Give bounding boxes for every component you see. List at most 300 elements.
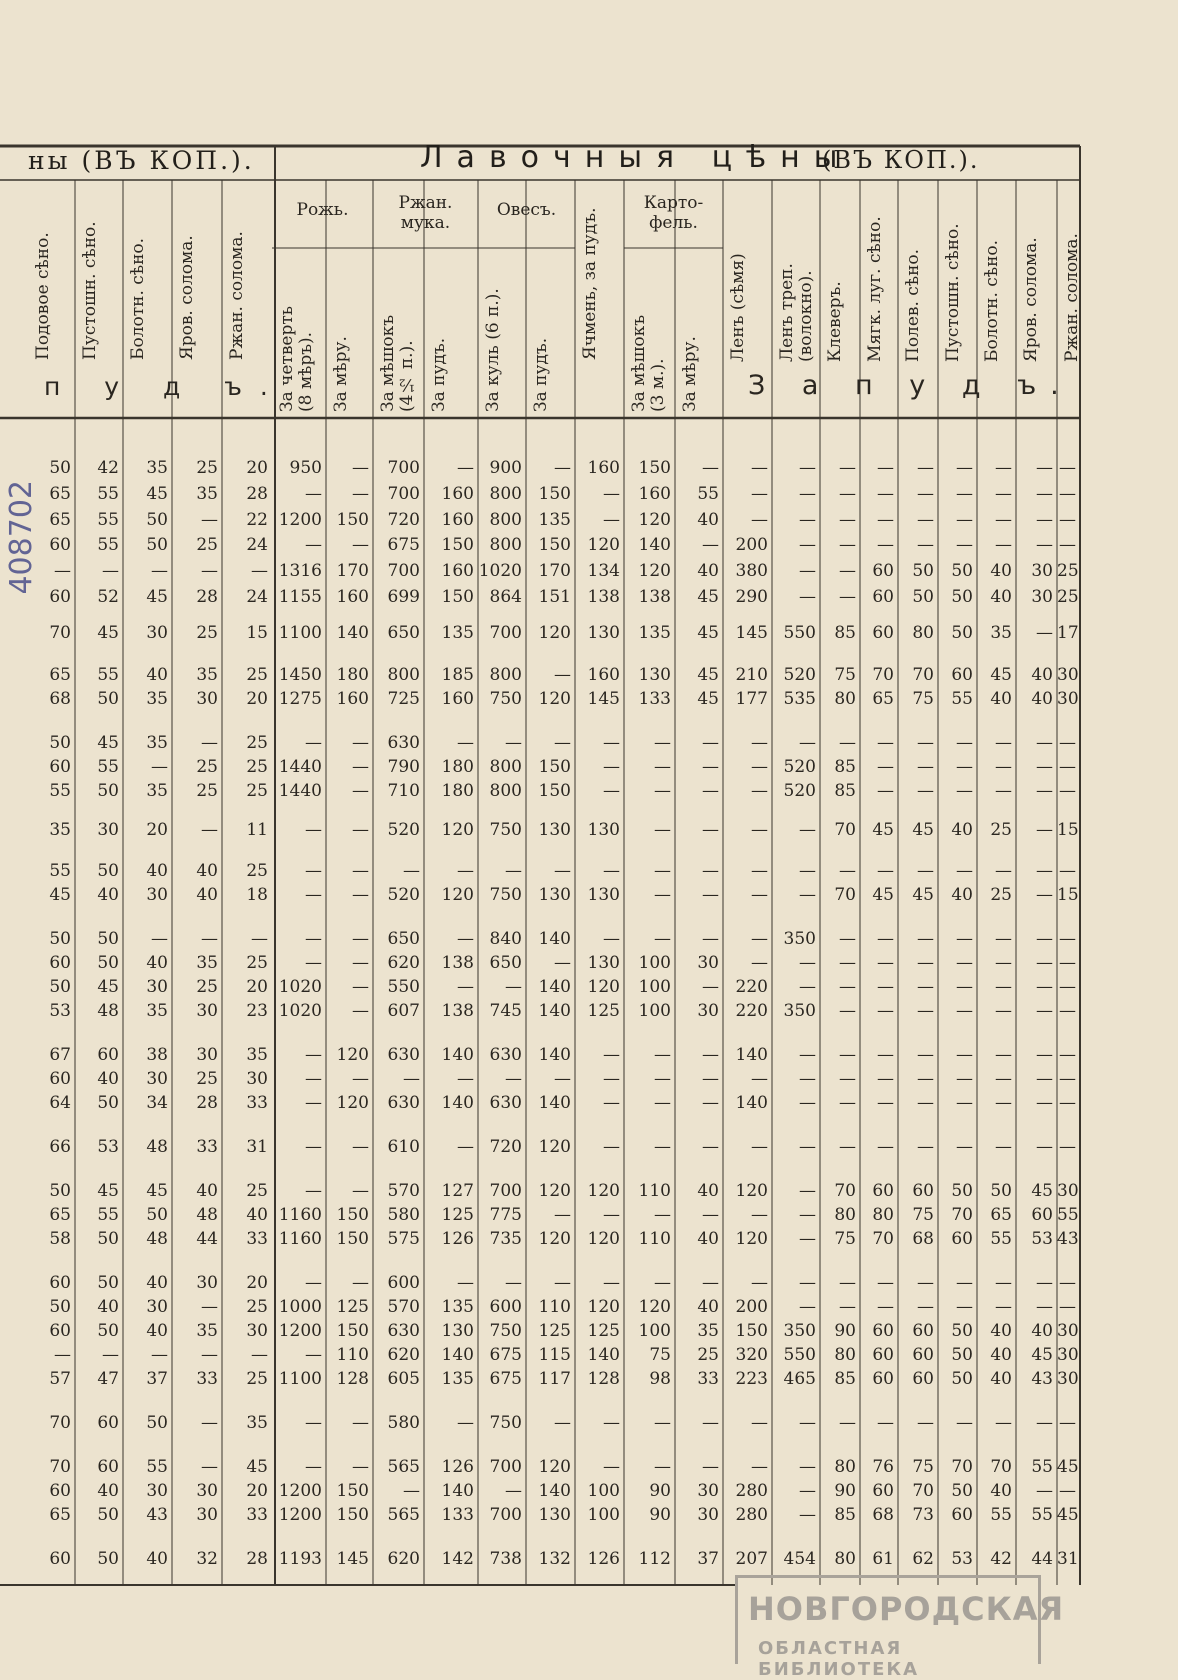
- table-cell: 53: [1031, 1229, 1053, 1249]
- table-cell: —: [403, 861, 420, 881]
- table-cell: —: [654, 929, 671, 949]
- table-cell: 140: [441, 1345, 474, 1365]
- table-cell: —: [839, 510, 856, 530]
- table-cell: 565: [387, 1457, 420, 1477]
- table-cell: 25: [246, 781, 268, 801]
- table-cell: —: [1059, 1481, 1076, 1501]
- table-cell: 45: [912, 885, 934, 905]
- table-cell: —: [956, 733, 973, 753]
- margin-inventory-note: 408702: [4, 480, 39, 595]
- table-cell: 25: [196, 1069, 218, 1089]
- table-cell: —: [1036, 1413, 1053, 1433]
- table-cell: —: [702, 1093, 719, 1113]
- table-cell: —: [751, 1273, 768, 1293]
- table-cell: 100: [638, 953, 671, 973]
- table-cell: 30: [1057, 689, 1079, 709]
- table-cell: 610: [387, 1137, 420, 1157]
- table-cell: 180: [336, 665, 369, 685]
- table-cell: 550: [387, 977, 420, 997]
- table-cell: 30: [1031, 561, 1053, 581]
- table-cell: —: [352, 1273, 369, 1293]
- table-cell: —: [751, 861, 768, 881]
- table-cell: —: [352, 1137, 369, 1157]
- table-cell: —: [352, 1001, 369, 1021]
- table-cell: 45: [97, 1181, 119, 1201]
- table-cell: 520: [387, 885, 420, 905]
- table-cell: —: [751, 929, 768, 949]
- table-cell: 699: [387, 587, 420, 607]
- table-cell: 25: [246, 953, 268, 973]
- table-cell: 50: [49, 733, 71, 753]
- table-cell: 60: [872, 561, 894, 581]
- table-cell: 25: [196, 535, 218, 555]
- table-cell: —: [917, 1069, 934, 1089]
- table-cell: 800: [489, 665, 522, 685]
- table-cell: —: [1059, 861, 1076, 881]
- column-label: Яров. солома.: [1021, 237, 1041, 362]
- table-cell: 50: [951, 1345, 973, 1365]
- table-cell: 140: [538, 1093, 571, 1113]
- table-cell: 25: [697, 1345, 719, 1365]
- table-cell: 33: [697, 1369, 719, 1389]
- table-cell: 44: [1031, 1549, 1053, 1569]
- table-cell: —: [305, 1345, 322, 1365]
- table-cell: 127: [441, 1181, 474, 1201]
- table-cell: —: [995, 1001, 1012, 1021]
- table-cell: 35: [146, 781, 168, 801]
- table-cell: 50: [951, 1181, 973, 1201]
- table-cell: —: [799, 1205, 816, 1225]
- table-cell: 30: [196, 689, 218, 709]
- table-cell: 750: [489, 689, 522, 709]
- table-cell: —: [877, 1413, 894, 1433]
- table-cell: 120: [587, 1297, 620, 1317]
- table-cell: 45: [872, 885, 894, 905]
- column-label: Полев. сѣно.: [903, 248, 923, 362]
- table-cell: —: [839, 458, 856, 478]
- table-cell: 70: [49, 1457, 71, 1477]
- table-cell: 350: [783, 1001, 816, 1021]
- table-cell: —: [956, 1069, 973, 1089]
- table-cell: 133: [638, 689, 671, 709]
- table-cell: 73: [912, 1505, 934, 1525]
- table-cell: —: [305, 535, 322, 555]
- table-cell: 120: [735, 1229, 768, 1249]
- table-cell: —: [799, 1413, 816, 1433]
- table-cell: —: [1059, 977, 1076, 997]
- table-cell: —: [1059, 484, 1076, 504]
- table-cell: 60: [872, 1481, 894, 1501]
- table-cell: 117: [538, 1369, 571, 1389]
- table-cell: 120: [538, 1457, 571, 1477]
- table-cell: 50: [97, 929, 119, 949]
- table-cell: —: [956, 861, 973, 881]
- table-cell: —: [995, 484, 1012, 504]
- table-cell: —: [1059, 1413, 1076, 1433]
- table-cell: —: [956, 1413, 973, 1433]
- table-cell: —: [995, 458, 1012, 478]
- table-cell: —: [877, 929, 894, 949]
- table-cell: —: [839, 1137, 856, 1157]
- table-cell: —: [603, 510, 620, 530]
- table-cell: —: [654, 885, 671, 905]
- table-cell: 45: [146, 484, 168, 504]
- table-cell: —: [877, 1273, 894, 1293]
- table-cell: 170: [336, 561, 369, 581]
- table-cell: 30: [697, 953, 719, 973]
- table-cell: —: [995, 1045, 1012, 1065]
- table-cell: 170: [538, 561, 571, 581]
- table-cell: 37: [697, 1549, 719, 1569]
- table-cell: 160: [587, 665, 620, 685]
- table-cell: 80: [834, 1549, 856, 1569]
- unit-left: п у д ъ.: [44, 372, 286, 401]
- table-cell: 130: [587, 623, 620, 643]
- table-cell: 60: [49, 953, 71, 973]
- table-cell: —: [305, 1045, 322, 1065]
- table-cell: —: [956, 1045, 973, 1065]
- table-cell: 60: [912, 1345, 934, 1365]
- table-cell: 50: [49, 458, 71, 478]
- table-cell: 50: [951, 587, 973, 607]
- column-label: За мѣру.: [680, 336, 700, 412]
- table-cell: —: [554, 733, 571, 753]
- table-cell: —: [799, 535, 816, 555]
- table-cell: 53: [49, 1001, 71, 1021]
- table-cell: —: [403, 1069, 420, 1089]
- table-cell: 76: [872, 1457, 894, 1477]
- table-cell: —: [1036, 733, 1053, 753]
- table-cell: 160: [441, 510, 474, 530]
- table-cell: —: [917, 757, 934, 777]
- table-cell: 35: [196, 1321, 218, 1341]
- table-cell: —: [956, 458, 973, 478]
- column-label: Пустошн. сѣно.: [80, 221, 100, 360]
- table-cell: 61: [872, 1549, 894, 1569]
- table-cell: —: [352, 1181, 369, 1201]
- table-cell: —: [1059, 1069, 1076, 1089]
- table-cell: —: [839, 1069, 856, 1089]
- table-cell: —: [1036, 535, 1053, 555]
- table-cell: 1193: [278, 1549, 322, 1569]
- table-cell: —: [352, 861, 369, 881]
- table-cell: 20: [246, 458, 268, 478]
- table-cell: —: [505, 733, 522, 753]
- table-cell: —: [877, 781, 894, 801]
- table-cell: —: [654, 781, 671, 801]
- table-cell: 55: [1057, 1205, 1079, 1225]
- table-cell: 135: [441, 1297, 474, 1317]
- table-cell: 710: [387, 781, 420, 801]
- table-cell: 30: [196, 1481, 218, 1501]
- table-cell: 140: [538, 929, 571, 949]
- table-cell: 43: [146, 1505, 168, 1525]
- table-cell: —: [1036, 484, 1053, 504]
- table-cell: —: [751, 953, 768, 973]
- table-cell: 160: [336, 689, 369, 709]
- table-cell: —: [917, 1413, 934, 1433]
- table-cell: 128: [336, 1369, 369, 1389]
- table-cell: —: [751, 757, 768, 777]
- table-cell: 126: [587, 1549, 620, 1569]
- table-cell: 40: [97, 885, 119, 905]
- table-cell: 65: [49, 1205, 71, 1225]
- table-cell: 160: [441, 689, 474, 709]
- table-cell: 138: [441, 953, 474, 973]
- table-cell: 48: [146, 1137, 168, 1157]
- table-cell: 60: [49, 1321, 71, 1341]
- table-cell: —: [917, 977, 934, 997]
- table-cell: 30: [97, 820, 119, 840]
- table-cell: 1200: [278, 1481, 322, 1501]
- table-cell: 40: [951, 885, 973, 905]
- table-cell: 120: [638, 561, 671, 581]
- table-cell: 950: [289, 458, 322, 478]
- table-cell: 31: [246, 1137, 268, 1157]
- table-cell: 30: [697, 1481, 719, 1501]
- table-cell: 35: [146, 1001, 168, 1021]
- table-cell: 1100: [278, 1369, 322, 1389]
- table-cell: —: [54, 1345, 71, 1365]
- table-cell: 40: [990, 1369, 1012, 1389]
- column-label: Яров. солома.: [177, 235, 197, 360]
- table-cell: —: [956, 781, 973, 801]
- table-cell: —: [995, 1093, 1012, 1113]
- table-cell: 630: [387, 1093, 420, 1113]
- table-cell: —: [654, 757, 671, 777]
- table-cell: 70: [834, 820, 856, 840]
- table-cell: 33: [246, 1093, 268, 1113]
- table-cell: 38: [146, 1045, 168, 1065]
- column-label: За мѣшокъ (4½ п.).: [378, 314, 417, 412]
- table-cell: 750: [489, 1321, 522, 1341]
- table-cell: 65: [872, 689, 894, 709]
- table-cell: 60: [49, 1069, 71, 1089]
- table-cell: 140: [638, 535, 671, 555]
- table-cell: —: [799, 1481, 816, 1501]
- table-cell: 25: [196, 781, 218, 801]
- table-cell: —: [603, 1205, 620, 1225]
- table-cell: 50: [97, 689, 119, 709]
- table-cell: —: [554, 1205, 571, 1225]
- table-cell: —: [799, 861, 816, 881]
- table-cell: 620: [387, 1549, 420, 1569]
- table-cell: —: [799, 977, 816, 997]
- table-cell: —: [799, 1297, 816, 1317]
- table-cell: 25: [1057, 587, 1079, 607]
- table-cell: —: [352, 885, 369, 905]
- table-cell: 40: [990, 689, 1012, 709]
- table-cell: 1440: [278, 781, 322, 801]
- table-cell: 65: [49, 665, 71, 685]
- table-cell: 100: [638, 977, 671, 997]
- table-cell: —: [251, 561, 268, 581]
- table-cell: 30: [1031, 587, 1053, 607]
- table-cell: 1020: [278, 977, 322, 997]
- table-cell: 130: [538, 820, 571, 840]
- table-cell: —: [799, 1457, 816, 1477]
- table-cell: —: [305, 733, 322, 753]
- table-cell: 50: [912, 587, 934, 607]
- table-cell: 40: [196, 1181, 218, 1201]
- table-cell: 90: [649, 1505, 671, 1525]
- table-cell: 180: [441, 781, 474, 801]
- table-cell: —: [839, 587, 856, 607]
- table-cell: —: [305, 1069, 322, 1089]
- table-cell: —: [457, 733, 474, 753]
- table-cell: 55: [49, 861, 71, 881]
- table-cell: —: [877, 1001, 894, 1021]
- table-cell: 60: [872, 1369, 894, 1389]
- table-cell: 40: [146, 665, 168, 685]
- table-cell: —: [799, 1093, 816, 1113]
- table-cell: 25: [196, 757, 218, 777]
- table-cell: 24: [246, 535, 268, 555]
- table-cell: —: [751, 1137, 768, 1157]
- table-cell: 50: [97, 781, 119, 801]
- table-cell: 45: [97, 977, 119, 997]
- table-cell: —: [654, 1045, 671, 1065]
- right-header-title: Лавочныя цѣны: [420, 140, 852, 175]
- table-cell: 25: [990, 885, 1012, 905]
- table-cell: —: [1059, 1001, 1076, 1021]
- table-cell: 40: [146, 861, 168, 881]
- table-cell: 85: [834, 1369, 856, 1389]
- table-cell: 120: [587, 1229, 620, 1249]
- table-cell: 25: [246, 733, 268, 753]
- table-cell: —: [352, 733, 369, 753]
- table-cell: 675: [489, 1369, 522, 1389]
- table-cell: 140: [441, 1481, 474, 1501]
- table-cell: 1275: [278, 689, 322, 709]
- table-cell: 60: [912, 1181, 934, 1201]
- table-cell: —: [799, 561, 816, 581]
- table-cell: 40: [697, 1297, 719, 1317]
- table-cell: 68: [872, 1505, 894, 1525]
- table-cell: —: [1036, 1273, 1053, 1293]
- table-cell: —: [305, 1457, 322, 1477]
- table-cell: 60: [1031, 1205, 1053, 1225]
- table-cell: 85: [834, 1505, 856, 1525]
- table-cell: 120: [638, 1297, 671, 1317]
- table-cell: —: [839, 1413, 856, 1433]
- table-cell: 120: [538, 1229, 571, 1249]
- table-cell: 90: [834, 1481, 856, 1501]
- table-cell: —: [702, 1205, 719, 1225]
- table-cell: 22: [246, 510, 268, 530]
- table-cell: —: [751, 484, 768, 504]
- table-cell: 120: [441, 820, 474, 840]
- table-cell: —: [505, 1069, 522, 1089]
- table-cell: —: [917, 1045, 934, 1065]
- column-label: За пудъ.: [531, 337, 551, 412]
- table-cell: —: [457, 1413, 474, 1433]
- table-cell: 66: [49, 1137, 71, 1157]
- table-cell: 130: [587, 820, 620, 840]
- table-cell: 160: [587, 458, 620, 478]
- table-cell: 65: [49, 484, 71, 504]
- table-cell: —: [54, 561, 71, 581]
- table-cell: 75: [912, 1457, 934, 1477]
- table-cell: —: [1036, 623, 1053, 643]
- table-cell: 138: [638, 587, 671, 607]
- table-cell: 720: [387, 510, 420, 530]
- table-cell: —: [201, 1413, 218, 1433]
- table-cell: —: [201, 510, 218, 530]
- table-cell: 43: [1057, 1229, 1079, 1249]
- table-cell: 120: [587, 977, 620, 997]
- table-cell: 128: [587, 1369, 620, 1389]
- table-cell: 120: [538, 623, 571, 643]
- column-label: Ржан. солома.: [227, 231, 247, 360]
- table-cell: 60: [97, 1413, 119, 1433]
- table-cell: 150: [441, 535, 474, 555]
- table-cell: 40: [246, 1205, 268, 1225]
- table-cell: 650: [489, 953, 522, 973]
- table-cell: 130: [587, 953, 620, 973]
- table-cell: —: [877, 1137, 894, 1157]
- table-cell: 40: [697, 1229, 719, 1249]
- table-cell: —: [1059, 1045, 1076, 1065]
- table-cell: —: [151, 929, 168, 949]
- table-cell: 140: [538, 1001, 571, 1021]
- table-cell: —: [839, 953, 856, 973]
- table-cell: —: [457, 1137, 474, 1157]
- table-cell: 60: [872, 623, 894, 643]
- table-cell: 70: [872, 665, 894, 685]
- table-cell: 700: [489, 1505, 522, 1525]
- table-cell: 150: [538, 535, 571, 555]
- table-cell: 40: [990, 1345, 1012, 1365]
- table-cell: —: [917, 1273, 934, 1293]
- table-cell: 840: [489, 929, 522, 949]
- group-label: Рожь.: [296, 200, 349, 220]
- table-cell: —: [995, 1413, 1012, 1433]
- stamp-line-2: ОБЛАСТНАЯ БИБЛИОТЕКА: [758, 1638, 920, 1680]
- column-label: Болотн. сѣно.: [128, 237, 148, 360]
- table-cell: —: [352, 1457, 369, 1477]
- table-cell: 55: [146, 1457, 168, 1477]
- table-cell: 65: [49, 510, 71, 530]
- table-cell: 60: [49, 1481, 71, 1501]
- table-cell: 750: [489, 820, 522, 840]
- table-cell: —: [956, 1093, 973, 1113]
- table-cell: 520: [783, 781, 816, 801]
- table-cell: 115: [538, 1345, 571, 1365]
- table-cell: —: [1059, 953, 1076, 973]
- table-cell: 20: [246, 977, 268, 997]
- table-cell: —: [956, 1297, 973, 1317]
- table-cell: —: [877, 1069, 894, 1089]
- table-cell: 150: [336, 510, 369, 530]
- table-cell: —: [1059, 458, 1076, 478]
- table-cell: —: [352, 929, 369, 949]
- table-cell: —: [1036, 1137, 1053, 1157]
- table-cell: 120: [538, 689, 571, 709]
- table-cell: 53: [97, 1137, 119, 1157]
- table-cell: 565: [387, 1505, 420, 1525]
- table-cell: 160: [336, 587, 369, 607]
- table-cell: 50: [97, 1229, 119, 1249]
- table-cell: 60: [951, 665, 973, 685]
- table-cell: 45: [990, 665, 1012, 685]
- table-cell: 30: [697, 1001, 719, 1021]
- table-cell: 30: [1057, 1345, 1079, 1365]
- table-cell: 70: [834, 885, 856, 905]
- table-cell: —: [654, 1273, 671, 1293]
- table-cell: —: [457, 1273, 474, 1293]
- table-cell: 25: [246, 1369, 268, 1389]
